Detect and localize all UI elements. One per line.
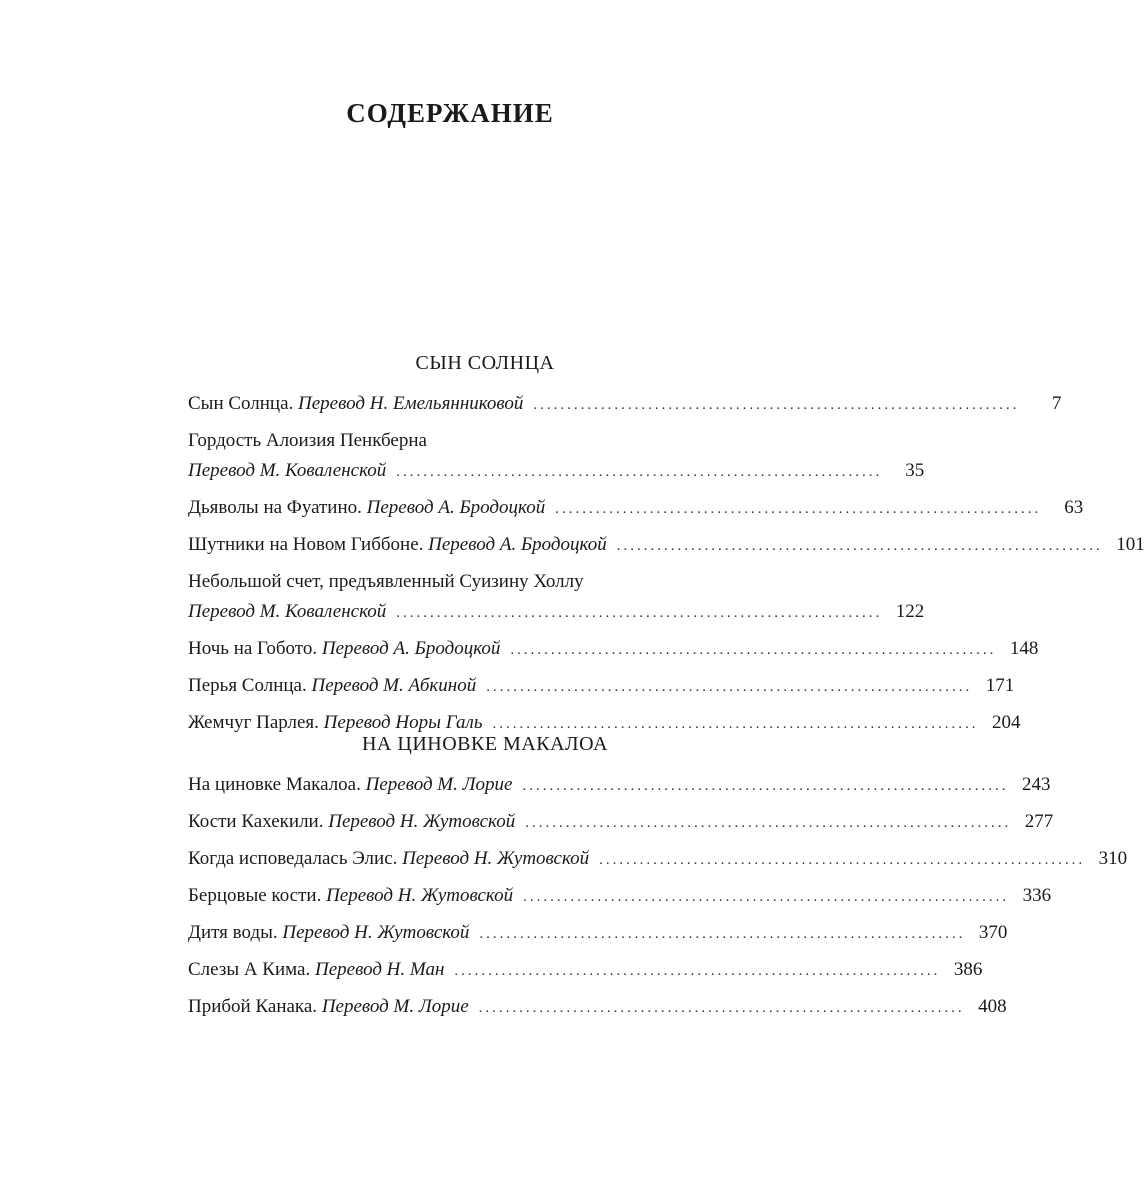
dot-leader: ........................................................................ xyxy=(479,926,966,942)
entry-title: Дитя воды. xyxy=(188,922,278,943)
entry-title: Перья Солнца. xyxy=(188,675,307,696)
entry-translator: Перевод Н. Емельянниковой xyxy=(298,393,524,414)
toc-entry[interactable] xyxy=(188,992,1007,1023)
entry-page: 35 xyxy=(905,460,925,481)
entry-translator: Перевод Н. Ман xyxy=(314,959,445,980)
toc-entry[interactable] xyxy=(188,881,1052,912)
page-title: СОДЕРЖАНИЕ xyxy=(346,98,554,128)
dot-leader: ........................................................................ xyxy=(492,716,979,732)
entry-translator: Перевод Норы Галь xyxy=(323,712,483,733)
section-sun-son xyxy=(188,352,1145,745)
section-heading: НА ЦИНОВКЕ МАКАЛОА xyxy=(361,733,609,755)
entry-page: 408 xyxy=(978,996,1007,1017)
dot-leader: ........................................................................ xyxy=(555,501,1042,517)
dot-leader: ........................................................................ xyxy=(396,605,883,621)
entry-title: Дьяволы на Фуатино. xyxy=(188,497,362,518)
toc-entry[interactable] xyxy=(188,671,1015,702)
entry-page: 386 xyxy=(953,959,983,980)
entry-page: 7 xyxy=(1051,393,1062,414)
toc-entry[interactable] xyxy=(188,770,1051,801)
entry-translator: Перевод М. Абкиной xyxy=(311,675,477,696)
toc-entry[interactable] xyxy=(188,807,1054,838)
toc-entry[interactable] xyxy=(188,918,1008,949)
entry-title: Кости Кахекили. xyxy=(188,811,324,832)
entry-page: 277 xyxy=(1024,811,1054,832)
entry-title: Гордость Алоизия Пенкберна xyxy=(188,430,427,451)
entry-title: Прибой Канака. xyxy=(188,996,318,1017)
entry-title: Слезы А Кима. xyxy=(188,959,311,980)
dot-leader: ........................................................................ xyxy=(510,642,997,658)
toc-entry[interactable] xyxy=(188,426,925,487)
section-heading: СЫН СОЛНЦА xyxy=(415,352,555,374)
entry-page: 63 xyxy=(1064,497,1084,518)
entry-page: 243 xyxy=(1021,774,1051,795)
entry-translator: Перевод М. Коваленской xyxy=(188,460,387,481)
toc-entry[interactable] xyxy=(188,530,1145,561)
entry-translator: Перевод М. Коваленской xyxy=(188,601,387,622)
dot-leader: ........................................................................ xyxy=(478,1000,965,1016)
entry-translator: Перевод А. Бродоцкой xyxy=(366,497,546,518)
entry-translator: Перевод Н. Жутовской xyxy=(402,848,590,869)
toc-entry[interactable] xyxy=(188,955,983,986)
entry-page: 310 xyxy=(1098,848,1128,869)
entry-title: Когда исповедалась Элис. xyxy=(188,848,398,869)
dot-leader: ........................................................................ xyxy=(396,464,883,480)
entry-title: Ночь на Гобото. xyxy=(188,638,318,659)
section-makaloa xyxy=(188,733,1128,1029)
entry-translator: Перевод А. Бродоцкой xyxy=(321,638,501,659)
entry-title: Шутники на Новом Гиббоне. xyxy=(188,534,424,555)
dot-leader: ........................................................................ xyxy=(454,963,941,979)
entry-page: 336 xyxy=(1022,885,1052,906)
dot-leader: ........................................................................ xyxy=(616,538,1103,554)
entry-title: Берцовые кости. xyxy=(188,885,322,906)
dot-leader: ........................................................................ xyxy=(523,889,1010,905)
toc-entry[interactable] xyxy=(188,389,1062,420)
entry-title: Жемчуг Парлея. xyxy=(188,712,319,733)
dot-leader: ........................................................................ xyxy=(525,815,1012,831)
entry-page: 122 xyxy=(895,601,925,622)
dot-leader: ........................................................................ xyxy=(599,852,1086,868)
toc-entry[interactable] xyxy=(188,567,925,628)
entry-translator: Перевод Н. Жутовской xyxy=(328,811,516,832)
dot-leader: ........................................................................ xyxy=(522,778,1009,794)
toc-entry[interactable] xyxy=(188,493,1084,524)
entry-page: 204 xyxy=(991,712,1021,733)
dot-leader: ........................................................................ xyxy=(533,397,1020,413)
toc-entry[interactable] xyxy=(188,844,1128,875)
entry-title: На циновке Макалоа. xyxy=(188,774,361,795)
entry-translator: Перевод М. Лорие xyxy=(365,774,513,795)
toc-entry[interactable] xyxy=(188,634,1039,665)
entry-translator: Перевод А. Бродоцкой xyxy=(428,534,607,555)
dot-leader: ........................................................................ xyxy=(486,679,973,695)
entry-translator: Перевод Н. Жутовской xyxy=(326,885,514,906)
entry-page: 148 xyxy=(1009,638,1039,659)
entry-page: 370 xyxy=(978,922,1008,943)
entry-translator: Перевод М. Лорие xyxy=(321,996,469,1017)
entry-page: 171 xyxy=(985,675,1015,696)
entry-translator: Перевод Н. Жутовской xyxy=(282,922,470,943)
entry-page: 101 xyxy=(1116,534,1145,555)
entry-title: Сын Солнца. xyxy=(188,393,294,414)
entry-title: Небольшой счет, предъявленный Суизину Холлу xyxy=(188,571,584,592)
